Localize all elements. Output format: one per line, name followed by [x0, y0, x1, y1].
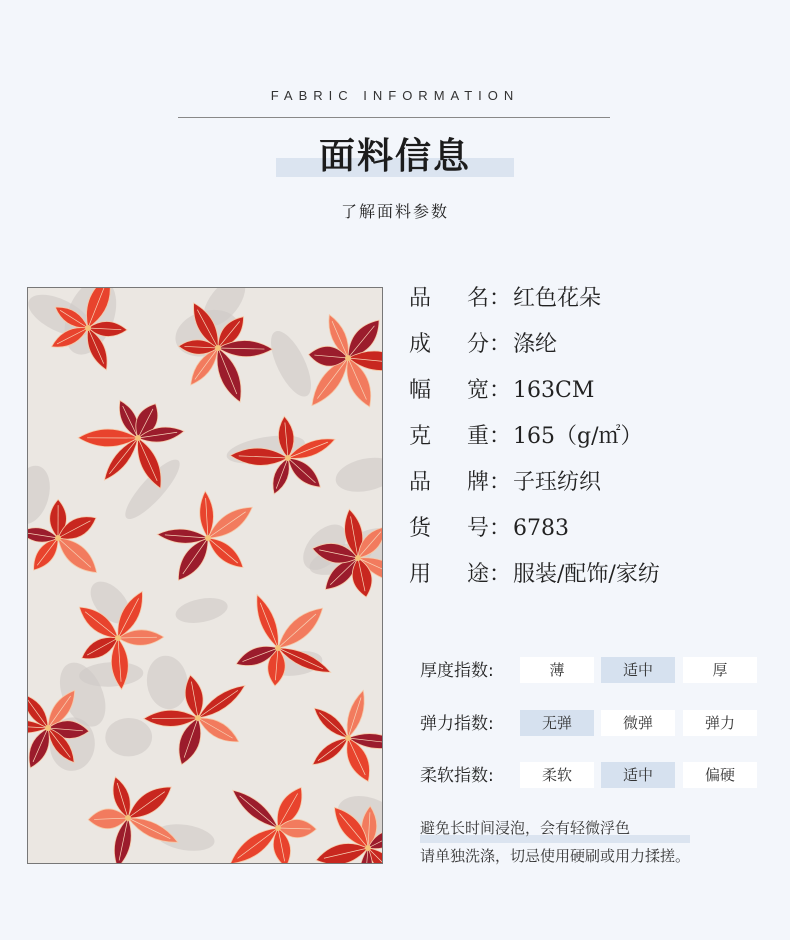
spec-label-char: 重 — [467, 424, 490, 449]
spec-sep: ： — [489, 562, 512, 587]
index-label: 厚度指数: — [420, 661, 494, 681]
spec-label-char: 名 — [467, 286, 490, 311]
care-note-line1: 避免长时间浸泡，会有轻微浮色 — [420, 819, 631, 837]
spec-sep: ： — [489, 332, 512, 357]
spec-label-char: 用 — [409, 562, 432, 587]
spec-label-char: 号 — [467, 516, 490, 541]
spec-label-char: 牌 — [467, 470, 490, 495]
spec-label-char: 成 — [409, 332, 432, 357]
index-option[interactable]: 薄 — [520, 657, 594, 683]
index-option[interactable]: 适中 — [601, 657, 675, 683]
index-label: 弹力指数: — [420, 714, 494, 734]
page-title: 面料信息 — [318, 136, 471, 177]
spec-list — [409, 281, 660, 603]
spec-sep: ： — [489, 516, 512, 541]
spec-value: 涤纶 — [513, 332, 558, 357]
index-row-softness — [420, 762, 760, 790]
spec-row-usage — [409, 557, 660, 603]
spec-sep: ： — [489, 378, 512, 403]
spec-label-char: 品 — [409, 470, 432, 495]
spec-label-char: 品 — [409, 286, 432, 311]
spec-sep: ： — [489, 470, 512, 495]
header-en-title: FABRIC INFORMATION — [270, 88, 520, 103]
index-option[interactable]: 厚 — [683, 657, 757, 683]
spec-value: 红色花朵 — [513, 286, 602, 311]
index-row-elasticity — [420, 710, 760, 738]
spec-value: 163CM — [513, 378, 595, 403]
spec-value: 6783 — [513, 516, 569, 541]
spec-value: 165（g/㎡） — [513, 424, 643, 449]
spec-value: 服装/配饰/家纺 — [513, 562, 660, 587]
spec-row-item-no — [409, 511, 660, 557]
fabric-pattern — [28, 288, 382, 863]
spec-row-name — [409, 281, 660, 327]
page-subtitle: 了解面料参数 — [340, 202, 449, 221]
spec-row-weight — [409, 419, 660, 465]
spec-sep: ： — [489, 286, 512, 311]
spec-label-char: 货 — [409, 516, 432, 541]
fabric-image — [27, 287, 383, 864]
spec-label-char: 途 — [467, 562, 490, 587]
index-option[interactable]: 适中 — [601, 762, 675, 788]
spec-sep: ： — [489, 424, 512, 449]
spec-row-brand — [409, 465, 660, 511]
header-divider — [178, 117, 610, 118]
care-note-line2: 请单独洗涤，切忌使用硬刷或用力揉搓。 — [420, 847, 691, 865]
index-label: 柔软指数: — [420, 766, 494, 786]
index-option[interactable]: 无弹 — [520, 710, 594, 736]
index-option[interactable]: 偏硬 — [683, 762, 757, 788]
spec-label-char: 克 — [409, 424, 432, 449]
index-option[interactable]: 微弹 — [601, 710, 675, 736]
spec-label-char: 宽 — [467, 378, 490, 403]
spec-label-char: 分 — [467, 332, 490, 357]
index-row-thickness — [420, 657, 760, 685]
index-option[interactable]: 弹力 — [683, 710, 757, 736]
spec-value: 子珏纺织 — [513, 470, 602, 495]
index-option[interactable]: 柔软 — [520, 762, 594, 788]
spec-row-width — [409, 373, 660, 419]
spec-row-composition — [409, 327, 660, 373]
spec-label-char: 幅 — [409, 378, 432, 403]
